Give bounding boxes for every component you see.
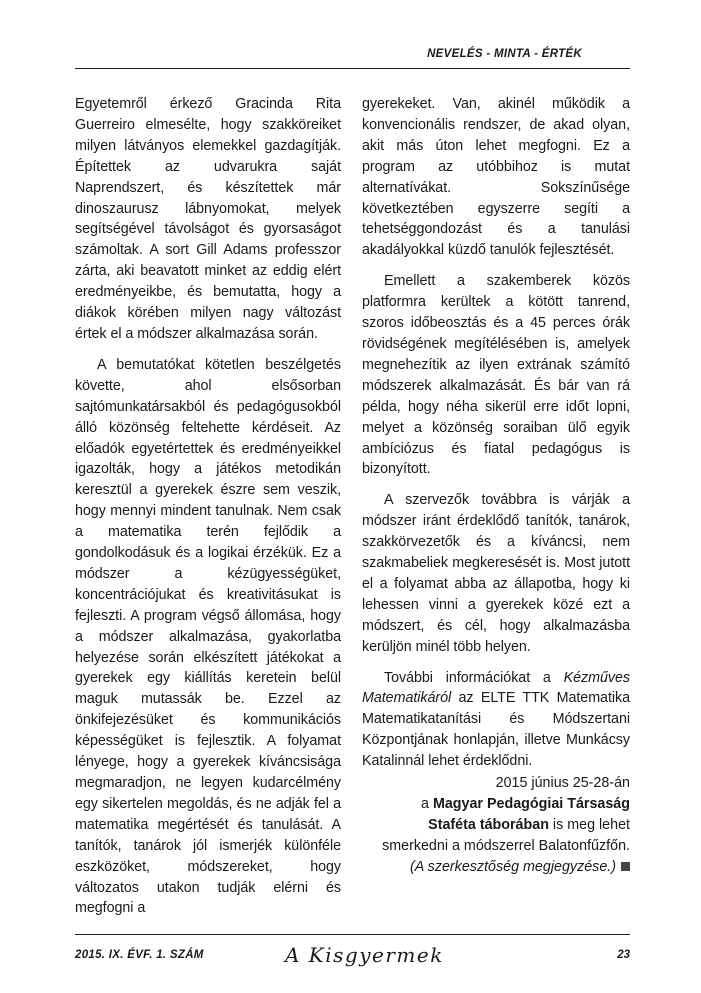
info-text: az ELTE TTK Matematika Matematikatanítási és Módszertani Központjának honlapján, illetve Munkácsy Katalinnál lehet érdeklődni. xyxy=(362,690,630,770)
note-text: a xyxy=(421,795,433,812)
note-line xyxy=(362,794,630,815)
paragraph-info xyxy=(362,668,630,773)
right-column xyxy=(362,94,630,782)
note-line xyxy=(362,857,630,878)
camp-name: Staféta táborában xyxy=(428,816,549,833)
editor-signature: (A szerkesztőség megjegyzése.) xyxy=(409,858,616,875)
paragraph: gyerekeket. Van, akinél működik a konvencionális rendszer, de akad olyan, akit más úton lehet megfogni. Ez a program az utóbbihoz is mutat alternatívákat. Sokszínűsége következtében egyszerre segíti a tehetséggondozást és a tanulási akadályokkal küzdő tanulók fejlesztését. xyxy=(362,96,630,259)
note-line xyxy=(362,815,630,836)
magazine-title: A Kisgyermek xyxy=(285,943,444,967)
paragraph: Emellett a szakemberek közös platformra kerültek a kötött tanrend, szoros időbeosztás és a 45 perces órák rövidségének megítélésében is, amelyek megnehezítik az ilyen extrának számító módszerek alkalmazását. És bár van rá példa, hogy néha sikerül erre időt lopni, melyet a közönség soraiban ülő egyik ambíciózus és fiatal pedagógus is bizonyított. xyxy=(362,273,630,478)
left-column xyxy=(75,94,341,929)
note-line: smerkedni a módszerrel Balatonfűzfőn. xyxy=(382,837,630,854)
end-mark-icon xyxy=(621,862,630,871)
info-text: További információkat a xyxy=(384,669,564,686)
paragraph: A szervezők továbbra is várják a módszer iránt érdeklődő tanítók, tanárok, szakkörvezetők és a kíváncsi, nem szakmabeliek megkeresését is. Most jutott el a folyamat abba az állapotba, hogy ki lehessen vinni a gyerekek közé ezt a módszert, és cél, hogy alkalmazásba kerüljön minél több helyen. xyxy=(362,492,630,655)
editor-note xyxy=(362,773,630,878)
page-footer xyxy=(75,934,630,975)
running-title: NEVELÉS - MINTA - ÉRTÉK xyxy=(427,48,582,60)
page-header xyxy=(75,44,630,69)
note-text: is meg lehet xyxy=(548,816,630,833)
paragraph: A bemutatókat kötetlen beszélgetés követte, ahol elsősorban sajtómunkatársakból és pedagógusokból álló közönség feltehette kérdéseit. Az előadók egyetértettek és eredményeikkel igazolták, hogy a játékos metodikán keresztül a gyerekek észre sem veszik, hogy mennyi mindent tanulnak. Nem csak a matematika terén fejlődik a gondolkodásuk és a logikai érzékük. Ez a módszer a kézügyességüket, koncentrációjukat és kreativitásukat is fejleszti. A program végső állomása, hogy a módszer alkalmazása, gyakorlatba helyezése során elkészített játékokat a gyerekek egy kiállítás keretein belül maguk mutassák be. Ezzel az önkifejezésüket és kommunikációs képességüket is fejlesztik. A folyamat lényege, hogy a gyerekek kíváncsisága megmaradjon, ne legyen kudarcélmény egy sikertelen megoldás, és ne adják fel a matematika megértését és tanulását. A tanítók, tanárok jól ismerjék különféle eszközöket, módszereket, hogy változatos utakon tudják elérni és megfogni a xyxy=(75,356,341,917)
issue-label: 2015. IX. ÉVF. 1. SZÁM xyxy=(75,949,204,961)
organization-name: Magyar Pedagógiai Társaság xyxy=(432,795,630,812)
program-name: Kézműves Matematikáról xyxy=(362,669,630,707)
paragraph: Egyetemről érkező Gracinda Rita Guerreiro elmesélte, hogy szakköreiket milyen látványos elemekkel gazdagítják. Építettek az udvarukra saját Naprendszert, és készítettek már dinoszaurusz lábnyomokat, melyek segítségével távolságot és gyorsaságot számoltak. A sort Gill Adams professzor zárta, aki beavatott minket az eddig elért eredményeikbe, és bemutatta, hogy a diákok körében milyen nagy változást értek el a módszer alkalmazása során. xyxy=(75,96,341,342)
page-number: 23 xyxy=(617,949,630,961)
note-line: 2015 június 25-28-án xyxy=(495,775,630,791)
